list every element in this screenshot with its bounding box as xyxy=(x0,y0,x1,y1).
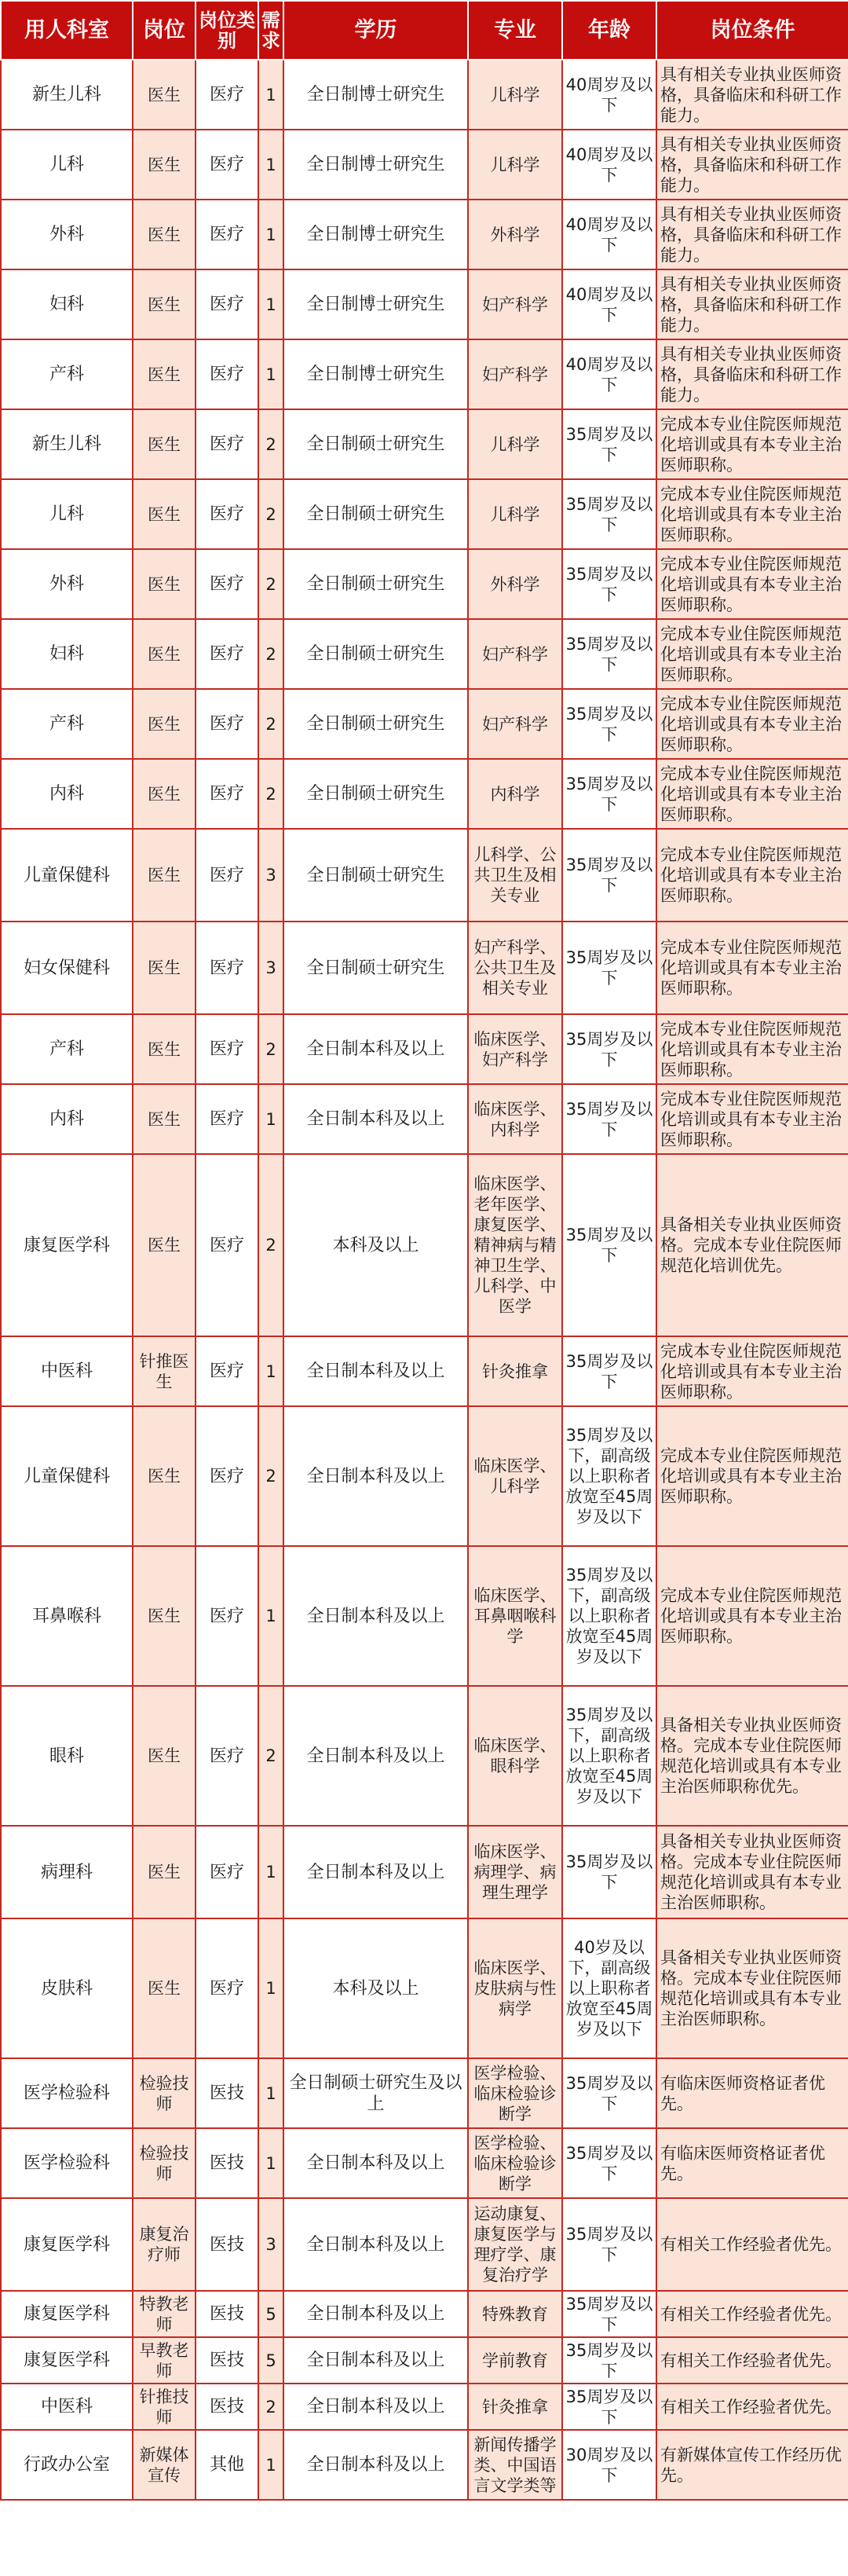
cell-post: 医生 xyxy=(133,1014,196,1084)
cell-category: 医技 xyxy=(196,2384,258,2430)
cell-dept: 康复医学科 xyxy=(1,2198,133,2291)
cell-post: 医生 xyxy=(133,1084,196,1154)
cell-age: 35周岁及以下 xyxy=(562,1084,656,1154)
cell-post: 医生 xyxy=(133,759,196,829)
cell-category: 医疗 xyxy=(196,479,258,549)
cell-post: 医生 xyxy=(133,922,196,1014)
cell-condition: 具有相关专业执业医师资格，具备临床和科研工作能力。 xyxy=(656,339,848,409)
table-row xyxy=(1,2337,848,2384)
cell-dept: 医学检验科 xyxy=(1,2058,133,2128)
cell-post: 康复治疗师 xyxy=(133,2198,196,2291)
cell-age: 35周岁及以下 xyxy=(562,922,656,1014)
cell-dept: 产科 xyxy=(1,339,133,409)
cell-major: 临床医学、内科学 xyxy=(468,1084,562,1154)
cell-education: 全日制硕士研究生 xyxy=(283,549,468,619)
table-row xyxy=(1,339,848,409)
table-row xyxy=(1,1154,848,1336)
cell-major: 新闻传播学类、中国语言文学类等 xyxy=(468,2430,562,2500)
cell-dept: 病理科 xyxy=(1,1826,133,1918)
table-row xyxy=(1,200,848,269)
cell-age: 35周岁及以下 xyxy=(562,759,656,829)
cell-post: 医生 xyxy=(133,1826,196,1918)
header-condition: 岗位条件 xyxy=(656,1,848,60)
cell-post: 医生 xyxy=(133,1154,196,1336)
cell-post: 医生 xyxy=(133,689,196,759)
cell-count: 1 xyxy=(258,1336,283,1406)
cell-condition: 具备相关专业执业医师资格。完成本专业住院医师规范化培训或具有本专业主治医师职称优先。 xyxy=(656,1686,848,1826)
cell-education: 全日制本科及以上 xyxy=(283,1826,468,1918)
cell-category: 医疗 xyxy=(196,1014,258,1084)
cell-age: 35周岁及以下 xyxy=(562,1336,656,1406)
cell-education: 全日制硕士研究生 xyxy=(283,759,468,829)
cell-age: 35周岁及以下 xyxy=(562,2384,656,2430)
table-row xyxy=(1,409,848,479)
cell-major: 特殊教育 xyxy=(468,2291,562,2337)
cell-dept: 妇女保健科 xyxy=(1,922,133,1014)
cell-dept: 产科 xyxy=(1,689,133,759)
cell-age: 35周岁及以下 xyxy=(562,619,656,689)
cell-major: 妇产科学 xyxy=(468,269,562,339)
cell-condition: 完成本专业住院医师规范化培训或具有本专业主治医师职称。 xyxy=(656,1014,848,1084)
table-row xyxy=(1,60,848,130)
table-row xyxy=(1,1084,848,1154)
cell-condition: 完成本专业住院医师规范化培训或具有本专业主治医师职称。 xyxy=(656,409,848,479)
cell-post: 医生 xyxy=(133,619,196,689)
cell-category: 医疗 xyxy=(196,1154,258,1336)
cell-condition: 有临床医师资格证者优先。 xyxy=(656,2058,848,2128)
cell-major: 儿科学 xyxy=(468,130,562,200)
table-row xyxy=(1,2384,848,2430)
cell-post: 医生 xyxy=(133,269,196,339)
cell-count: 2 xyxy=(258,409,283,479)
cell-major: 运动康复、康复医学与理疗学、康复治疗学 xyxy=(468,2198,562,2291)
cell-count: 1 xyxy=(258,339,283,409)
cell-age: 35周岁及以下 xyxy=(562,2337,656,2384)
cell-major: 妇产科学 xyxy=(468,689,562,759)
cell-age: 35周岁及以下 xyxy=(562,2198,656,2291)
cell-condition: 有相关工作经验者优先。 xyxy=(656,2291,848,2337)
cell-education: 本科及以上 xyxy=(283,1154,468,1336)
table-row xyxy=(1,1686,848,1826)
cell-age: 35周岁及以下 xyxy=(562,2058,656,2128)
header-major: 专业 xyxy=(468,1,562,60)
cell-education: 全日制本科及以上 xyxy=(283,2430,468,2500)
cell-education: 全日制本科及以上 xyxy=(283,1014,468,1084)
cell-post: 医生 xyxy=(133,200,196,269)
cell-condition: 完成本专业住院医师规范化培训或具有本专业主治医师职称。 xyxy=(656,1336,848,1406)
cell-condition: 完成本专业住院医师规范化培训或具有本专业主治医师职称。 xyxy=(656,689,848,759)
cell-post: 早教老师 xyxy=(133,2337,196,2384)
table-row xyxy=(1,130,848,200)
cell-count: 2 xyxy=(258,479,283,549)
cell-category: 其他 xyxy=(196,2430,258,2500)
cell-major: 针灸推拿 xyxy=(468,2384,562,2430)
cell-major: 学前教育 xyxy=(468,2337,562,2384)
cell-category: 医疗 xyxy=(196,689,258,759)
cell-education: 全日制本科及以上 xyxy=(283,2198,468,2291)
cell-dept: 内科 xyxy=(1,759,133,829)
cell-category: 医疗 xyxy=(196,1336,258,1406)
cell-education: 全日制硕士研究生 xyxy=(283,409,468,479)
cell-education: 全日制硕士研究生 xyxy=(283,479,468,549)
cell-count: 1 xyxy=(258,2058,283,2128)
cell-education: 全日制博士研究生 xyxy=(283,60,468,130)
cell-dept: 耳鼻喉科 xyxy=(1,1546,133,1686)
cell-category: 医疗 xyxy=(196,829,258,922)
cell-category: 医疗 xyxy=(196,130,258,200)
cell-education: 全日制本科及以上 xyxy=(283,1336,468,1406)
cell-education: 全日制硕士研究生 xyxy=(283,689,468,759)
cell-age: 40岁及以下，副高级以上职称者放宽至45周岁及以下 xyxy=(562,1918,656,2058)
cell-education: 全日制硕士研究生 xyxy=(283,619,468,689)
cell-category: 医疗 xyxy=(196,269,258,339)
cell-category: 医疗 xyxy=(196,1546,258,1686)
cell-education: 全日制本科及以上 xyxy=(283,2384,468,2430)
table-row xyxy=(1,2291,848,2337)
cell-major: 儿科学、公共卫生及相关专业 xyxy=(468,829,562,922)
cell-count: 2 xyxy=(258,2384,283,2430)
header-dept: 用人科室 xyxy=(1,1,133,60)
table-row xyxy=(1,2058,848,2128)
cell-count: 3 xyxy=(258,922,283,1014)
cell-age: 35周岁及以下 xyxy=(562,2128,656,2198)
cell-condition: 完成本专业住院医师规范化培训或具有本专业主治医师职称。 xyxy=(656,479,848,549)
cell-category: 医疗 xyxy=(196,200,258,269)
cell-major: 妇产科学 xyxy=(468,339,562,409)
cell-major: 临床医学、皮肤病与性病学 xyxy=(468,1918,562,2058)
cell-dept: 外科 xyxy=(1,549,133,619)
cell-age: 35周岁及以下 xyxy=(562,829,656,922)
cell-major: 儿科学 xyxy=(468,479,562,549)
cell-count: 2 xyxy=(258,689,283,759)
cell-category: 医技 xyxy=(196,2198,258,2291)
cell-age: 35周岁及以下 xyxy=(562,409,656,479)
header-row xyxy=(1,1,848,60)
cell-condition: 完成本专业住院医师规范化培训或具有本专业主治医师职称。 xyxy=(656,619,848,689)
cell-count: 1 xyxy=(258,2128,283,2198)
cell-major: 临床医学、耳鼻咽喉科学 xyxy=(468,1546,562,1686)
cell-count: 2 xyxy=(258,1154,283,1336)
cell-post: 医生 xyxy=(133,479,196,549)
cell-dept: 儿科 xyxy=(1,479,133,549)
cell-category: 医疗 xyxy=(196,922,258,1014)
cell-condition: 完成本专业住院医师规范化培训或具有本专业主治医师职称。 xyxy=(656,829,848,922)
cell-count: 1 xyxy=(258,200,283,269)
cell-count: 1 xyxy=(258,1546,283,1686)
cell-education: 全日制博士研究生 xyxy=(283,339,468,409)
cell-dept: 康复医学科 xyxy=(1,2291,133,2337)
cell-condition: 具备相关专业执业医师资格。完成本专业住院医师规范化培训或具有本专业主治医师职称。 xyxy=(656,1918,848,2058)
cell-category: 医疗 xyxy=(196,409,258,479)
cell-post: 医生 xyxy=(133,339,196,409)
cell-age: 40周岁及以下 xyxy=(562,130,656,200)
cell-condition: 有相关工作经验者优先。 xyxy=(656,2198,848,2291)
table-row xyxy=(1,2430,848,2500)
cell-major: 针灸推拿 xyxy=(468,1336,562,1406)
cell-dept: 康复医学科 xyxy=(1,1154,133,1336)
table-row xyxy=(1,269,848,339)
cell-post: 医生 xyxy=(133,549,196,619)
cell-dept: 儿童保健科 xyxy=(1,1406,133,1546)
cell-post: 医生 xyxy=(133,130,196,200)
cell-major: 儿科学 xyxy=(468,409,562,479)
cell-major: 外科学 xyxy=(468,200,562,269)
cell-post: 医生 xyxy=(133,409,196,479)
cell-category: 医疗 xyxy=(196,1406,258,1546)
cell-education: 全日制硕士研究生 xyxy=(283,829,468,922)
cell-age: 35周岁及以下，副高级以上职称者放宽至45周岁及以下 xyxy=(562,1406,656,1546)
cell-count: 1 xyxy=(258,1084,283,1154)
cell-post: 医生 xyxy=(133,1918,196,2058)
cell-dept: 行政办公室 xyxy=(1,2430,133,2500)
cell-dept: 妇科 xyxy=(1,269,133,339)
cell-dept: 妇科 xyxy=(1,619,133,689)
cell-age: 35周岁及以下，副高级以上职称者放宽至45周岁及以下 xyxy=(562,1686,656,1826)
cell-condition: 完成本专业住院医师规范化培训或具有本专业主治医师职称。 xyxy=(656,1546,848,1686)
cell-condition: 完成本专业住院医师规范化培训或具有本专业主治医师职称。 xyxy=(656,1084,848,1154)
cell-major: 临床医学、病理学、病理生理学 xyxy=(468,1826,562,1918)
cell-condition: 具有相关专业执业医师资格，具备临床和科研工作能力。 xyxy=(656,130,848,200)
cell-dept: 儿童保健科 xyxy=(1,829,133,922)
cell-dept: 中医科 xyxy=(1,2384,133,2430)
cell-count: 1 xyxy=(258,1918,283,2058)
cell-major: 内科学 xyxy=(468,759,562,829)
cell-count: 1 xyxy=(258,60,283,130)
cell-count: 1 xyxy=(258,1826,283,1918)
cell-education: 全日制硕士研究生 xyxy=(283,922,468,1014)
table-row xyxy=(1,2128,848,2198)
cell-category: 医疗 xyxy=(196,549,258,619)
cell-major: 临床医学、老年医学、康复医学、精神病与精神卫生学、儿科学、中医学 xyxy=(468,1154,562,1336)
cell-count: 2 xyxy=(258,1686,283,1826)
header-age: 年龄 xyxy=(562,1,656,60)
cell-category: 医技 xyxy=(196,2337,258,2384)
table-row xyxy=(1,1406,848,1546)
table-row xyxy=(1,1826,848,1918)
table-row xyxy=(1,759,848,829)
cell-age: 40周岁及以下 xyxy=(562,60,656,130)
cell-category: 医疗 xyxy=(196,1826,258,1918)
cell-count: 5 xyxy=(258,2291,283,2337)
cell-age: 35周岁及以下 xyxy=(562,1826,656,1918)
table-body xyxy=(1,60,848,2500)
cell-post: 针推医生 xyxy=(133,1336,196,1406)
cell-education: 全日制博士研究生 xyxy=(283,130,468,200)
cell-education: 全日制本科及以上 xyxy=(283,1546,468,1686)
cell-major: 儿科学 xyxy=(468,60,562,130)
cell-major: 外科学 xyxy=(468,549,562,619)
cell-age: 35周岁及以下，副高级以上职称者放宽至45周岁及以下 xyxy=(562,1546,656,1686)
cell-age: 35周岁及以下 xyxy=(562,689,656,759)
cell-dept: 外科 xyxy=(1,200,133,269)
table-row xyxy=(1,1336,848,1406)
cell-condition: 具有相关专业执业医师资格，具备临床和科研工作能力。 xyxy=(656,60,848,130)
cell-dept: 医学检验科 xyxy=(1,2128,133,2198)
header-education: 学历 xyxy=(283,1,468,60)
cell-major: 医学检验、临床检验诊断学 xyxy=(468,2128,562,2198)
cell-education: 全日制本科及以上 xyxy=(283,2291,468,2337)
table-row xyxy=(1,689,848,759)
cell-dept: 皮肤科 xyxy=(1,1918,133,2058)
cell-age: 35周岁及以下 xyxy=(562,549,656,619)
table-row xyxy=(1,1918,848,2058)
table-row xyxy=(1,479,848,549)
table-row xyxy=(1,1014,848,1084)
cell-age: 35周岁及以下 xyxy=(562,2291,656,2337)
cell-category: 医技 xyxy=(196,2291,258,2337)
cell-major: 医学检验、临床检验诊断学 xyxy=(468,2058,562,2128)
cell-post: 新媒体宣传 xyxy=(133,2430,196,2500)
cell-category: 医疗 xyxy=(196,1084,258,1154)
cell-condition: 完成本专业住院医师规范化培训或具有本专业主治医师职称。 xyxy=(656,1406,848,1546)
cell-education: 全日制博士研究生 xyxy=(283,269,468,339)
cell-dept: 新生儿科 xyxy=(1,409,133,479)
cell-education: 全日制博士研究生 xyxy=(283,200,468,269)
cell-post: 检验技师 xyxy=(133,2128,196,2198)
header-category: 岗位类别 xyxy=(196,1,258,60)
cell-age: 35周岁及以下 xyxy=(562,479,656,549)
cell-condition: 具备相关专业执业医师资格。完成本专业住院医师规范化培训或具有本专业主治医师职称。 xyxy=(656,1826,848,1918)
cell-age: 35周岁及以下 xyxy=(562,1014,656,1084)
cell-dept: 产科 xyxy=(1,1014,133,1084)
cell-post: 特教老师 xyxy=(133,2291,196,2337)
cell-post: 医生 xyxy=(133,1686,196,1826)
cell-count: 1 xyxy=(258,2430,283,2500)
cell-condition: 有相关工作经验者优先。 xyxy=(656,2337,848,2384)
table-row xyxy=(1,1546,848,1686)
cell-education: 全日制本科及以上 xyxy=(283,2128,468,2198)
table-row xyxy=(1,829,848,922)
cell-age: 40周岁及以下 xyxy=(562,339,656,409)
cell-education: 全日制本科及以上 xyxy=(283,2337,468,2384)
cell-category: 医疗 xyxy=(196,1686,258,1826)
cell-education: 全日制硕士研究生及以上 xyxy=(283,2058,468,2128)
cell-count: 2 xyxy=(258,1014,283,1084)
cell-category: 医疗 xyxy=(196,339,258,409)
cell-count: 1 xyxy=(258,130,283,200)
cell-category: 医疗 xyxy=(196,759,258,829)
cell-age: 35周岁及以下 xyxy=(562,1154,656,1336)
cell-post: 医生 xyxy=(133,1546,196,1686)
cell-dept: 新生儿科 xyxy=(1,60,133,130)
cell-category: 医技 xyxy=(196,2058,258,2128)
cell-condition: 具有相关专业执业医师资格，具备临床和科研工作能力。 xyxy=(656,269,848,339)
cell-category: 医疗 xyxy=(196,619,258,689)
cell-major: 妇产科学 xyxy=(468,619,562,689)
table-row xyxy=(1,549,848,619)
cell-dept: 眼科 xyxy=(1,1686,133,1826)
cell-age: 40周岁及以下 xyxy=(562,269,656,339)
header-count: 需求 xyxy=(258,1,283,60)
cell-condition: 具备相关专业执业医师资格。完成本专业住院医师规范化培训优先。 xyxy=(656,1154,848,1336)
cell-condition: 有新媒体宣传工作经历优先。 xyxy=(656,2430,848,2500)
cell-post: 针推技师 xyxy=(133,2384,196,2430)
cell-condition: 有相关工作经验者优先。 xyxy=(656,2384,848,2430)
header-post: 岗位 xyxy=(133,1,196,60)
cell-major: 临床医学、儿科学 xyxy=(468,1406,562,1546)
table-row xyxy=(1,922,848,1014)
cell-dept: 中医科 xyxy=(1,1336,133,1406)
cell-count: 2 xyxy=(258,619,283,689)
cell-count: 3 xyxy=(258,2198,283,2291)
cell-category: 医技 xyxy=(196,2128,258,2198)
table-row xyxy=(1,619,848,689)
cell-post: 检验技师 xyxy=(133,2058,196,2128)
cell-condition: 有临床医师资格证者优先。 xyxy=(656,2128,848,2198)
cell-count: 2 xyxy=(258,1406,283,1546)
cell-post: 医生 xyxy=(133,1406,196,1546)
cell-major: 临床医学、妇产科学 xyxy=(468,1014,562,1084)
cell-dept: 儿科 xyxy=(1,130,133,200)
cell-education: 本科及以上 xyxy=(283,1918,468,2058)
table-row xyxy=(1,2198,848,2291)
cell-condition: 完成本专业住院医师规范化培训或具有本专业主治医师职称。 xyxy=(656,759,848,829)
cell-count: 2 xyxy=(258,549,283,619)
cell-major: 临床医学、眼科学 xyxy=(468,1686,562,1826)
cell-condition: 具有相关专业执业医师资格，具备临床和科研工作能力。 xyxy=(656,200,848,269)
cell-condition: 完成本专业住院医师规范化培训或具有本专业主治医师职称。 xyxy=(656,549,848,619)
cell-condition: 完成本专业住院医师规范化培训或具有本专业主治医师职称。 xyxy=(656,922,848,1014)
cell-age: 30周岁及以下 xyxy=(562,2430,656,2500)
cell-category: 医疗 xyxy=(196,1918,258,2058)
cell-count: 1 xyxy=(258,269,283,339)
cell-count: 5 xyxy=(258,2337,283,2384)
cell-education: 全日制本科及以上 xyxy=(283,1406,468,1546)
cell-count: 3 xyxy=(258,829,283,922)
cell-education: 全日制本科及以上 xyxy=(283,1686,468,1826)
table-header xyxy=(1,1,848,60)
cell-count: 2 xyxy=(258,759,283,829)
cell-age: 40周岁及以下 xyxy=(562,200,656,269)
cell-education: 全日制本科及以上 xyxy=(283,1084,468,1154)
cell-dept: 康复医学科 xyxy=(1,2337,133,2384)
cell-post: 医生 xyxy=(133,829,196,922)
cell-major: 妇产科学、公共卫生及相关专业 xyxy=(468,922,562,1014)
cell-dept: 内科 xyxy=(1,1084,133,1154)
cell-post: 医生 xyxy=(133,60,196,130)
cell-category: 医疗 xyxy=(196,60,258,130)
